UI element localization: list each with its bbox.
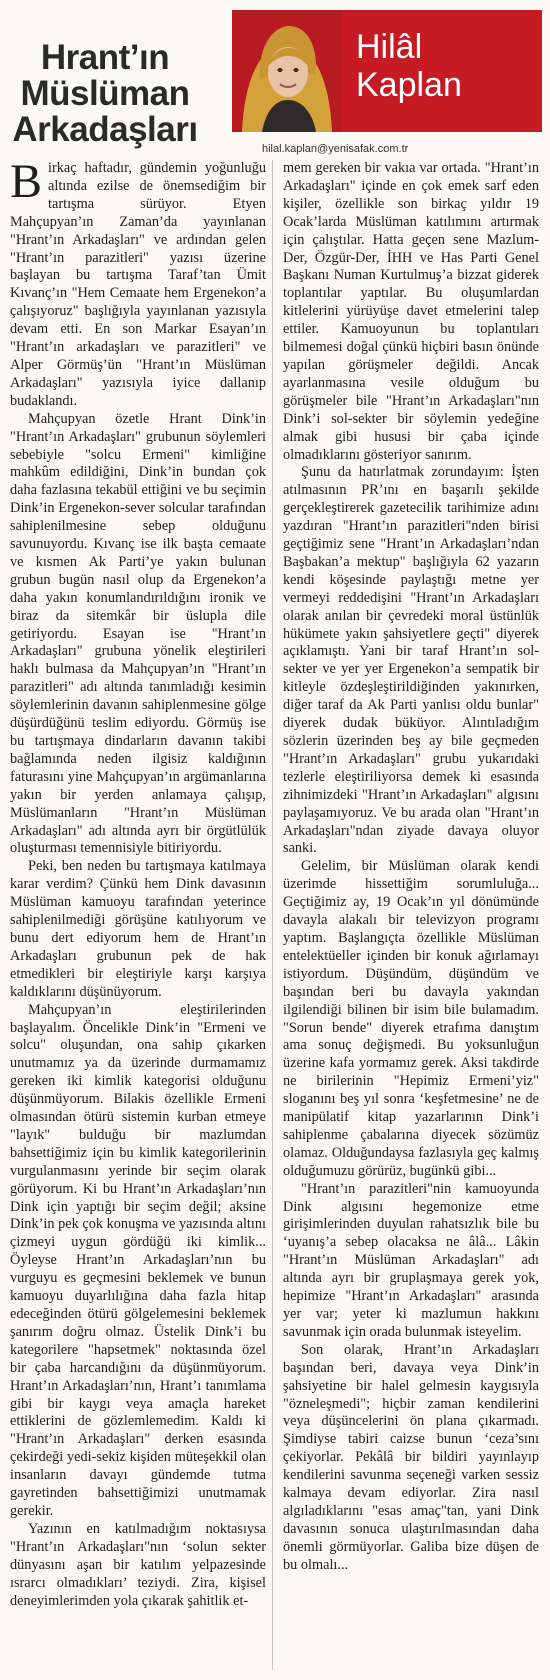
article-headline: Hrant’ın Müslüman Arkadaşları bbox=[12, 38, 198, 149]
paragraph: Peki, ben neden bu tartışmaya katılmaya karar verdim? Çünkü hem Dink davasının Müslüman kamuoyu tarafından yeterince sahiplenilmediği görüşüne katılıyorum ve bunu dert ediyorum hem de Hrant’ın Arkadaşları grubunun pek de hak etmedikleri bir eleştiriyle karşı karşıya kaldıklarını düşünüyorum. bbox=[10, 858, 266, 1000]
article-column-2 bbox=[283, 160, 539, 1575]
paragraph: Mahçupyan özetle Hrant Dink’in "Hrant’ın Arkadaşları" grubunun söylemleri sebebiyle "solcu Ermeni" kimliğine mahkûm edildiğini, Dink’in bundan çok daha fazlasına tekabül ettiğini ve bu seçimin Dink’in Ergenekon-sever solcular tarafından sahiplenilmesine sebep olduğunu savunuyordu. Kıvanç ise ilk başta cemaate ve kısmen Ak Parti’ye yakın bulunan grubun bugün nasıl olup da Ergenekon’a daha yakın konumlandırıldığını ironik ve biraz da sitemkâr bir üslupla dile getiriyordu. Esayan ise "Hrant’ın Arkadaşları" grubuna yönelik eleştirileri haklı bulmasa da Mahçupyan’ın "Hrant’ın parazitleri" adı altında tanımladığı kesimin söylemlerinin davanın sahiplenmesine gölge düşürdüğünü teslim ediyordu. Görmüş ise bu tartışmaya dindarların davanın takibi bağlamında neden ilgisiz kaldığının faturasını yine Mahçupyan’ın argümanlarına yakın bir yerden anlamaya çalışıp, Müslümanların "Hrant’ın Müslüman Arkadaşları" adı altında ayrı bir örgütlülük oluşturması temennisiyle bitiriyordu. bbox=[10, 410, 266, 857]
paragraph: Mahçupyan’ın eleştirilerinden başlayalım. Öncelikle Dink’in "Ermeni ve solcu" oluşundan, ona sahip çıkarken unutmamız ya da üzerinde durmamamız gereken iki kimlik kategorisi olduğunu düşünmüyorum. Bilakis özellikle Ermeni olmasından ötürü sistemin kurban etmeye "layık" bulduğu bir mazlumdan bahsettiğimiz için bu kimlik kategorilerinin vurgulanmasını yerinde bir seçim olarak görüyorum. Ki bu Hrant’ın Arkadaşları’nın Dink için yaptığı bir seçim değil; aksine Dink’in pek çok konuşma ve yazısında altını çizmeyi uygun gördüğü iki kimlik... Öyleyse Hrant’ın Arkadaşları’nın bu vurguyu es geçmesini beklemek ve bunun kamuoyu duyarlılığına daha fazla hitap edeceğinden ötürü gölgelemesini beklemek şanırım doğru olmaz. Üstelik Dink’i bu kategorilere "hapsetmek" noktasında özel bir çaba harcandığını da düşünmüyorum. Hrant’ın Arkadaşları’nın, Hrant’ı tanımlama gibi bir kaygı veya amaçla hareket ettiklerini de gözlemlemedim. Kaldı ki "Hrant’ın Arkadaşları" derken esasında çekirdeği yedi-sekiz kişiden müteşekkil olan insanların davayı gündemde tutma gayretinden bahsettiğimizi unutmamak gerekir. bbox=[10, 1001, 266, 1519]
paragraph: Gelelim, bir Müslüman olarak kendi üzerimde hissettiğim sorumluluğa... Geçtiğimiz ay, 19 Ocak’ın yıl dönümünde davayla alakalı bir televizyon programı yaptım. Başlangıçta özellikle Müslüman entelektüeller içinden bir konuk ağırlamayı istiyordum. Düşündüm, düşündüm ve başından beri bu davayla yakından ilgilendiği bilinen bir isim bile bulamadım. "Sorun bende" diyerek etrafıma danıştım ama sonuç değişmedi. Bu yoksunluğun üzerine kafa yormamız gerek. Aksi takdirde ne birilerinin "Hepimiz Ermeni’yiz" sloganını beş yıl sonra ‘keşfetmesine’ ne de manipülatif kitap yazarlarının Dink’i sahiplenme çabalarına diyecek sözümüz olamaz. Olduğundaysa fazlasıyla geç kalmış olduğumuzu görürüz, bugünkü gibi... bbox=[283, 858, 539, 1179]
paragraph: Son olarak, Hrant’ın Arkadaşları başından beri, davaya veya Dink’in şahsiyetine bir halel gelmesin kaygısıyla "özneleşmedi"; hiçbir zaman kendilerini veya düşüncelerini ön plana çıkarmadı. Şimdiyse tabiri caizse bunun ‘ceza’sını çekiyorlar. Pekâlâ bir bildiri yayınlayıp kendilerini savunma seçeneği varken sessiz kalmaya devam ediyorlar. Zira nasıl algıladıklarını "esas amaç"tan, yani Dink davasının sonuca ulaştırılmasından daha önemli görmüyorlar. Galiba bize düşen de bu olmalı... bbox=[283, 1341, 539, 1573]
column-divider bbox=[272, 160, 273, 1670]
paragraph bbox=[10, 155, 266, 411]
author-photo bbox=[232, 10, 342, 132]
paragraph-text: irkaç haftadır, gündemin yoğunluğu altında ezilse de önemsediğim bir tartışma sürüyor. Etyen Mahçupyan’ın Zaman’da yayınlanan "Hrant’ın Arkadaşları" ve ardından gelen "Hrant’ın parazitleri" yazısı üzerine başlayan bu tartışma Taraf’tan Ümit Kıvanç’ın "Hem Cemaate hem Ergenekon’a çalışıyoruz" başlığıyla yayınlanan yazısıyla devam etti. En son Markar Esayan’ın "Hrant’ın arkadaşları ve parazitleri" ve Alper Görmüş’ün "Hrant’ın Müslüman Arkadaşları" yazısıyla iyice dallanıp budaklandı. bbox=[10, 160, 266, 409]
article-column-1 bbox=[10, 155, 266, 1610]
author-email: hilal.kaplan@yenisafak.com.tr bbox=[262, 143, 409, 155]
paragraph: Yazının en katılmadığım noktasıysa "Hrant’ın Arkadaşları"nın ‘solun sekter dünyasını aşan bir katılım yelpazesinde ısrarcı olmadıkları’ teziydi. Zira, kişisel deneyimlerimden yola çıkarak şahitlik et- bbox=[10, 1520, 266, 1609]
author-banner bbox=[232, 10, 542, 132]
paragraph: Şunu da hatırlatmak zorundayım: İşten atılmasının PR’ını en başarılı şekilde gerçekleştirerek gazetecilik tarihimize adını yazdıran "Hrant’ın parazitleri"nden birisi geçtiğimiz sene "Hrant’ın Arkadaşları’ndan Başbakan’a mektup" başlığıyla 62 yazarın kendi köşesinde paylaştığı metne yer vermeyi reddedişini "Hrant’ın Arkadaşları olarak anılan bir çevredeki moral üstünlük hükümete yakın şahsiyetlere geçti" diyerek açıklamıştı. Yani bir taraf Hrant’ın sol-sekter ve yer yer Ergenekon’a sempatik bir kitleyle özdeşleştirildiğinden yakınırken, diğer taraf da Ak Parti yanlısı oldu bunlar" diyerek dudak büküyor. Alıntıladığım sözlerin üzerinden beş ay bile geçmeden "Hrant’ın Arkadaşları" grubu yukarıdaki tezlerle eleştiriliyorsa demek ki esasında zihnimizdeki "Hrant’ın Arkadaşları" algısını paylaşamıyoruz. Ve bu arada olan "Hrant’ın Arkadaşları"ndan ziyade davaya oluyor sanki. bbox=[283, 464, 539, 857]
drop-cap: B bbox=[10, 155, 43, 208]
paragraph: "Hrant’ın parazitleri"nin kamuoyunda Dink algısını hegemonize etme girişimlerinden duyulan rahatsızlık bile bu ‘uyanış’a sebep olacaksa ne âlâ... Lâkin "Hrant’ın Müslüman Arkadaşları" adı altında ayrı bir gruplaşmaya gerek yok, hepimize "Hrant’ın Arkadaşları" arasında yer var; yeter ki mazlumun hakkını savunmak için orada bulunmak isteyelim. bbox=[283, 1180, 539, 1340]
paragraph: mem gereken bir vakıa var ortada. "Hrant’ın Arkadaşları" içinde en çok emek sarf eden kişiler, özellikle son birkaç yıldır 19 Ocak’larda Müslüman katılımını artırmak için çalıştılar. Hatta geçen sene Mazlum-Der, Özgür-Der, İHH ve Has Parti Genel Başkanı Numan Kurtulmuş’a bizzat giderek toplantılar yaptılar. Bu oluşumlardan kitlelerini yürüyüşe davet etmelerini talep ettiler. Kamuoyunun bu toplantıları bilmemesi doğal çünkü hiçbiri basın önünde yapılan görüşmeler değildi. Ancak ayarlanmasına vesile olduğum bu görüşmeler bile "Hrant’ın Arkadaşları"nın Dink’i sol-sekter bir söylemin yedeğine almak gibi hususi bir çaba içinde olmadıklarını gösteriyor sanırım. bbox=[283, 160, 539, 463]
author-name: Hilâl Kaplan bbox=[356, 28, 462, 104]
